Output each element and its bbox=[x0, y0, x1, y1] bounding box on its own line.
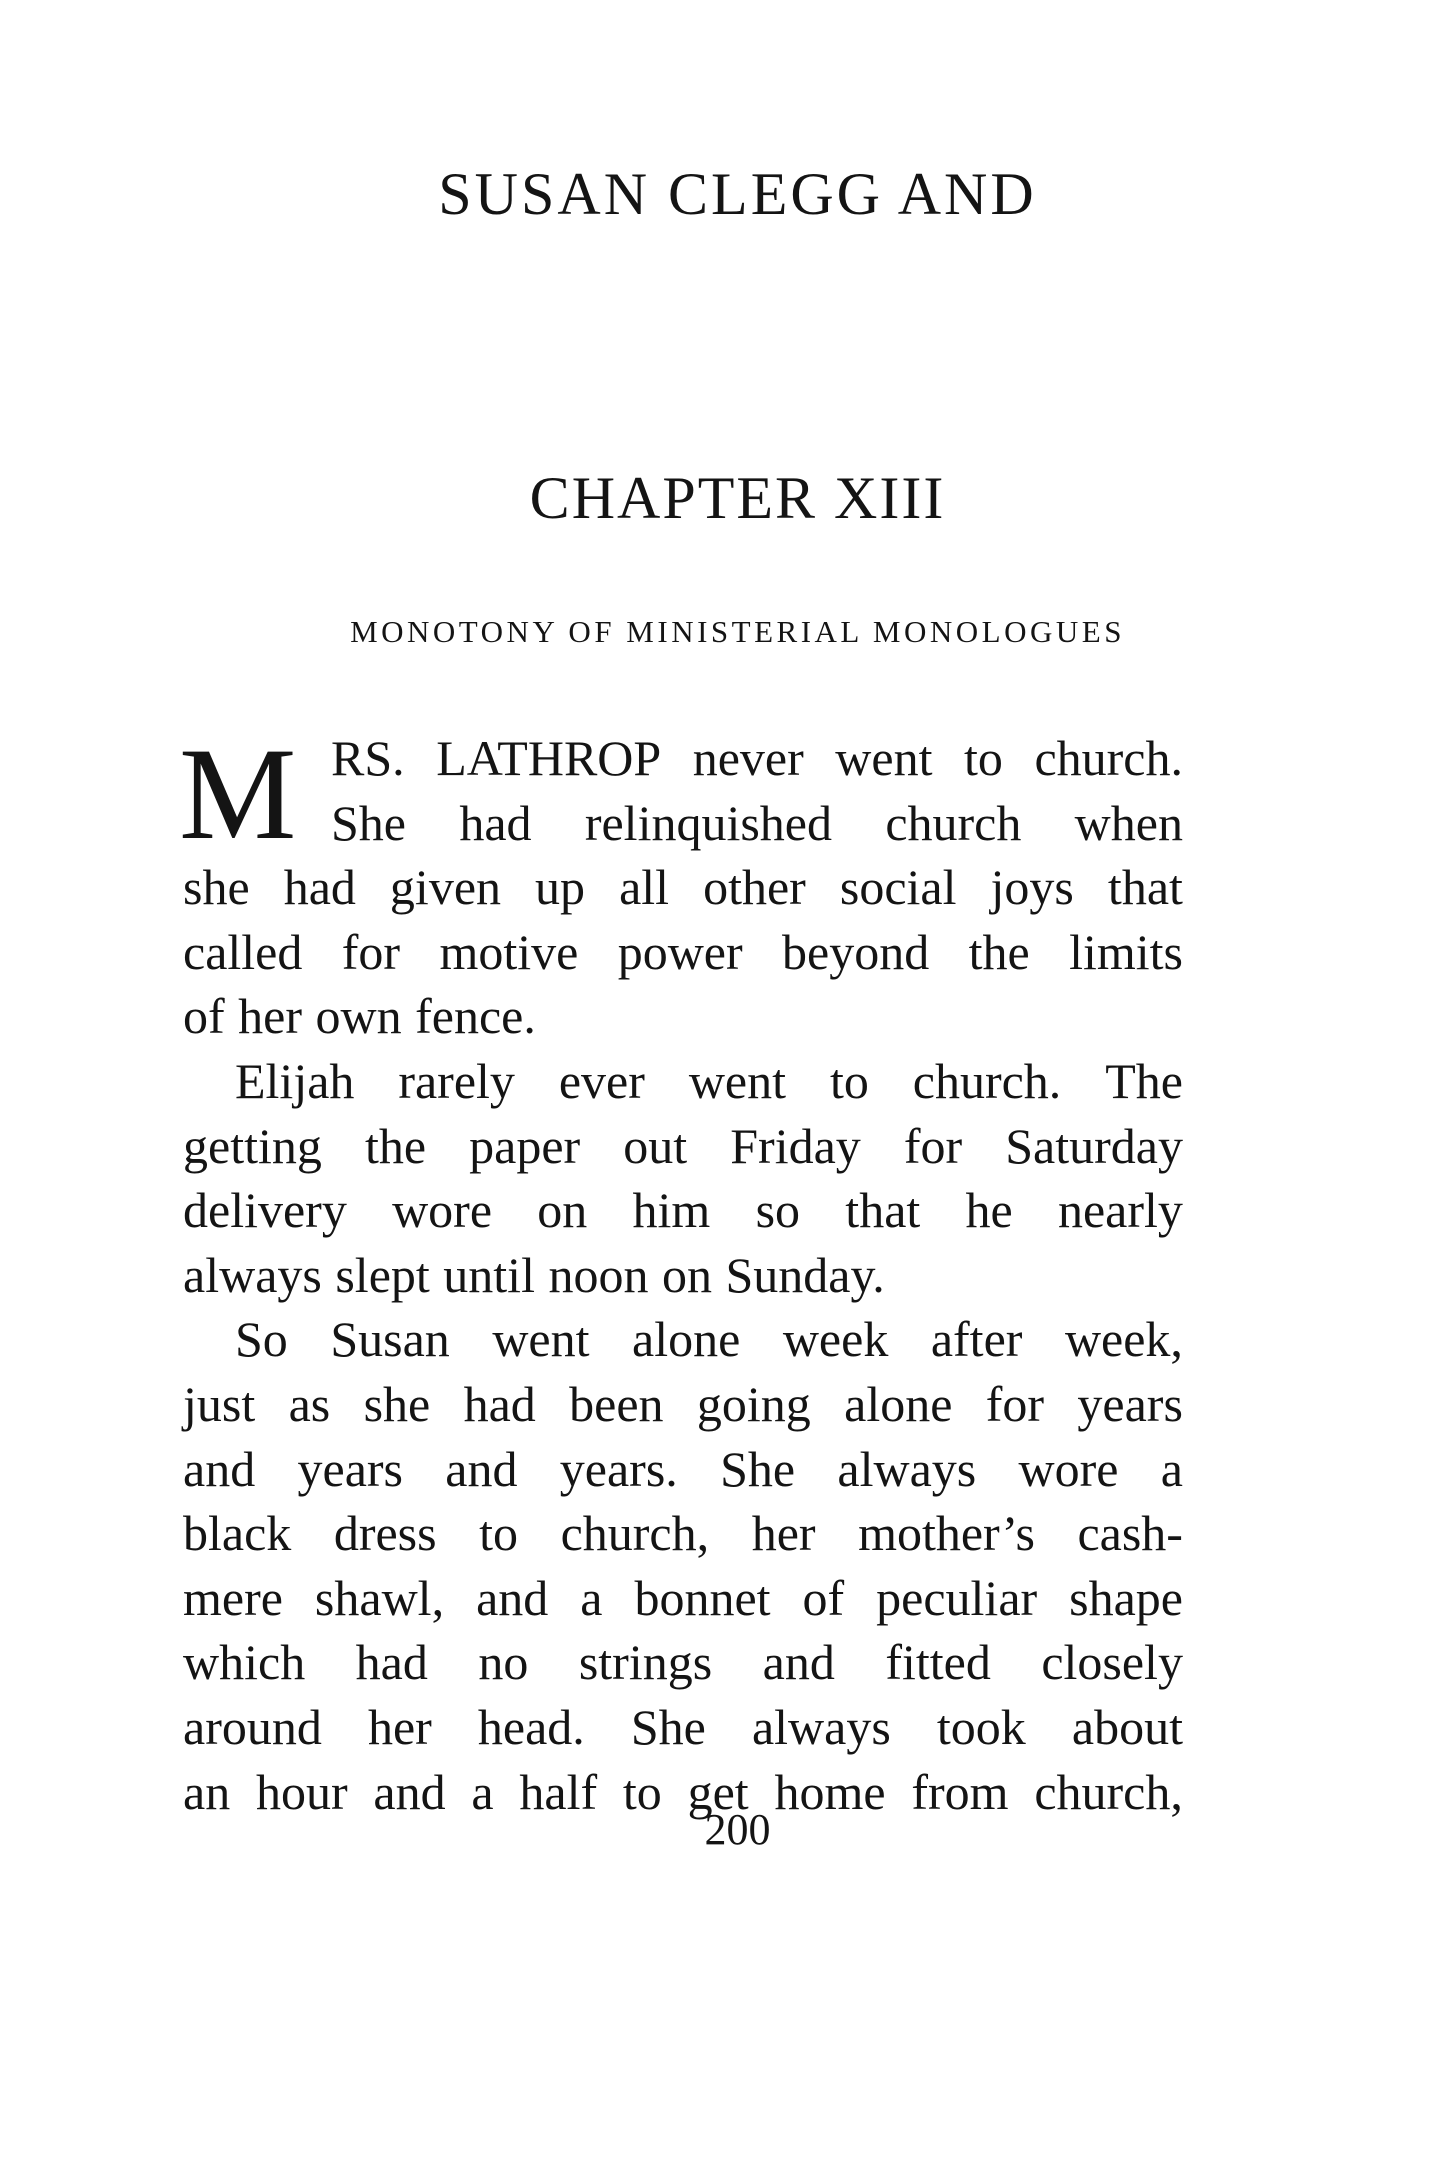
word: a bbox=[471, 1763, 494, 1820]
word: Sunday. bbox=[725, 1246, 885, 1303]
word: She bbox=[331, 794, 406, 851]
text-line bbox=[183, 1695, 1183, 1760]
word: that bbox=[845, 1182, 921, 1239]
word: he bbox=[965, 1182, 1013, 1239]
word: cash- bbox=[1077, 1505, 1183, 1562]
word: church, bbox=[560, 1505, 710, 1562]
word: the bbox=[968, 923, 1030, 980]
word: bonnet bbox=[634, 1569, 771, 1626]
word: and bbox=[183, 1440, 256, 1497]
word: RS. bbox=[331, 730, 405, 786]
word: The bbox=[1105, 1052, 1183, 1109]
word: week, bbox=[1064, 1311, 1183, 1368]
word: out bbox=[623, 1117, 688, 1174]
word: until bbox=[443, 1246, 535, 1303]
word: and bbox=[373, 1763, 446, 1820]
text-line bbox=[183, 1178, 1183, 1243]
word: black bbox=[183, 1505, 292, 1562]
word: Friday bbox=[730, 1117, 861, 1174]
word: went bbox=[688, 1052, 787, 1109]
word: beyond bbox=[782, 923, 930, 980]
word: So bbox=[235, 1311, 288, 1368]
text-line bbox=[183, 1307, 1183, 1372]
word: church, bbox=[1034, 1763, 1183, 1820]
word: going bbox=[696, 1375, 811, 1432]
word: a bbox=[1160, 1440, 1183, 1497]
word: social bbox=[839, 859, 957, 916]
word: own bbox=[315, 988, 402, 1045]
word: years bbox=[1077, 1375, 1183, 1432]
word: home bbox=[774, 1763, 886, 1820]
word: shawl, bbox=[314, 1569, 445, 1626]
word: so bbox=[755, 1182, 801, 1239]
text-line bbox=[183, 1566, 1183, 1631]
word: years. bbox=[559, 1440, 678, 1497]
word: when bbox=[1074, 794, 1183, 851]
word: mother’s bbox=[858, 1505, 1035, 1562]
word: relinquished bbox=[584, 794, 832, 851]
word: up bbox=[535, 859, 586, 916]
word: She bbox=[720, 1440, 796, 1497]
word: about bbox=[1071, 1698, 1183, 1755]
word: took bbox=[936, 1698, 1026, 1755]
word: of bbox=[183, 988, 225, 1045]
word: went bbox=[835, 730, 933, 786]
text-line bbox=[183, 1437, 1183, 1502]
word: had bbox=[463, 1375, 536, 1432]
word: years bbox=[297, 1440, 403, 1497]
word: she bbox=[183, 859, 250, 916]
word: him bbox=[632, 1182, 711, 1239]
word: week bbox=[782, 1311, 889, 1368]
word: and bbox=[476, 1569, 549, 1626]
word: power bbox=[617, 923, 743, 980]
word: always bbox=[837, 1440, 977, 1497]
text-line bbox=[183, 1243, 1183, 1308]
word: to bbox=[479, 1505, 519, 1562]
text-line bbox=[183, 984, 1183, 1049]
word: from bbox=[911, 1763, 1009, 1820]
word: always bbox=[183, 1246, 322, 1303]
word: paper bbox=[469, 1117, 581, 1174]
word: she bbox=[363, 1375, 431, 1432]
word: and bbox=[445, 1440, 518, 1497]
word: for bbox=[985, 1375, 1045, 1432]
word: strings bbox=[578, 1634, 713, 1691]
word: had bbox=[459, 794, 532, 851]
word: to bbox=[829, 1052, 869, 1109]
word: getting bbox=[183, 1117, 322, 1174]
word: church. bbox=[912, 1052, 1062, 1109]
drop-cap: M bbox=[179, 720, 297, 867]
word: church bbox=[885, 794, 1022, 851]
word: nearly bbox=[1057, 1182, 1183, 1239]
word: around bbox=[183, 1698, 322, 1755]
word: motive bbox=[439, 923, 579, 980]
word: called bbox=[183, 923, 303, 980]
chapter-title: CHAPTER XIII bbox=[529, 465, 946, 531]
paragraph-1 bbox=[179, 720, 1183, 1049]
word: and bbox=[762, 1634, 835, 1691]
word: limits bbox=[1069, 923, 1183, 980]
page-number: 200 bbox=[704, 1805, 771, 1854]
chapter-subtitle: MONOTONY OF MINISTERIAL MONOLOGUES bbox=[350, 614, 1125, 649]
word: her bbox=[367, 1698, 432, 1755]
body-text bbox=[179, 720, 1183, 1824]
word: had bbox=[283, 859, 356, 916]
word: given bbox=[389, 859, 502, 916]
word: fence. bbox=[415, 988, 536, 1045]
word: for bbox=[341, 923, 401, 980]
text-line bbox=[183, 1372, 1183, 1437]
word: for bbox=[903, 1117, 963, 1174]
word: hour bbox=[255, 1763, 348, 1820]
word: rarely bbox=[398, 1052, 515, 1109]
word: closely bbox=[1041, 1634, 1183, 1691]
word: on bbox=[537, 1182, 588, 1239]
word: get bbox=[687, 1763, 749, 1820]
word: delivery bbox=[183, 1182, 347, 1239]
word: shape bbox=[1069, 1569, 1183, 1626]
word: wore bbox=[392, 1182, 493, 1239]
word: She bbox=[630, 1698, 706, 1755]
word: joys bbox=[990, 859, 1074, 916]
word: had bbox=[355, 1634, 428, 1691]
word: ever bbox=[558, 1052, 645, 1109]
word: a bbox=[580, 1569, 603, 1626]
word: fitted bbox=[885, 1634, 991, 1691]
word: Susan bbox=[330, 1311, 450, 1368]
text-line bbox=[183, 791, 1183, 856]
word: to bbox=[622, 1763, 662, 1820]
word: mere bbox=[183, 1569, 283, 1626]
word: no bbox=[478, 1634, 529, 1691]
word: all bbox=[619, 859, 670, 916]
word: wore bbox=[1018, 1440, 1119, 1497]
word: head. bbox=[477, 1698, 585, 1755]
running-head: SUSAN CLEGG AND bbox=[438, 161, 1037, 227]
word: that bbox=[1107, 859, 1183, 916]
word: after bbox=[930, 1311, 1023, 1368]
word: church. bbox=[1034, 730, 1183, 786]
word: noon bbox=[548, 1246, 649, 1303]
word: which bbox=[183, 1634, 306, 1691]
word: dress bbox=[333, 1505, 437, 1562]
text-line bbox=[183, 855, 1183, 920]
text-line bbox=[183, 726, 1183, 791]
word: an bbox=[183, 1763, 231, 1820]
paragraph-2 bbox=[183, 1049, 1183, 1307]
word: her bbox=[238, 988, 302, 1045]
text-line bbox=[183, 1114, 1183, 1179]
word: her bbox=[751, 1505, 816, 1562]
text-line bbox=[183, 1630, 1183, 1695]
word: went bbox=[492, 1311, 590, 1368]
paragraph-3 bbox=[183, 1307, 1183, 1824]
word: alone bbox=[632, 1311, 741, 1368]
word: just bbox=[183, 1375, 256, 1432]
word: Elijah bbox=[235, 1052, 355, 1109]
word: on bbox=[661, 1246, 712, 1303]
word: Saturday bbox=[1005, 1117, 1183, 1174]
text-line bbox=[183, 1501, 1183, 1566]
word: of bbox=[802, 1569, 845, 1626]
word: the bbox=[364, 1117, 427, 1174]
word: alone bbox=[844, 1375, 953, 1432]
word: never bbox=[692, 730, 804, 786]
word: half bbox=[519, 1763, 598, 1820]
text-line bbox=[183, 920, 1183, 985]
word: as bbox=[288, 1375, 331, 1432]
word: been bbox=[569, 1375, 664, 1432]
word: peculiar bbox=[876, 1569, 1038, 1626]
word: always bbox=[751, 1698, 891, 1755]
word: slept bbox=[335, 1246, 430, 1303]
word: LATHROP bbox=[436, 730, 662, 786]
word: to bbox=[964, 730, 1003, 786]
text-line bbox=[183, 1049, 1183, 1114]
word: other bbox=[703, 859, 806, 916]
